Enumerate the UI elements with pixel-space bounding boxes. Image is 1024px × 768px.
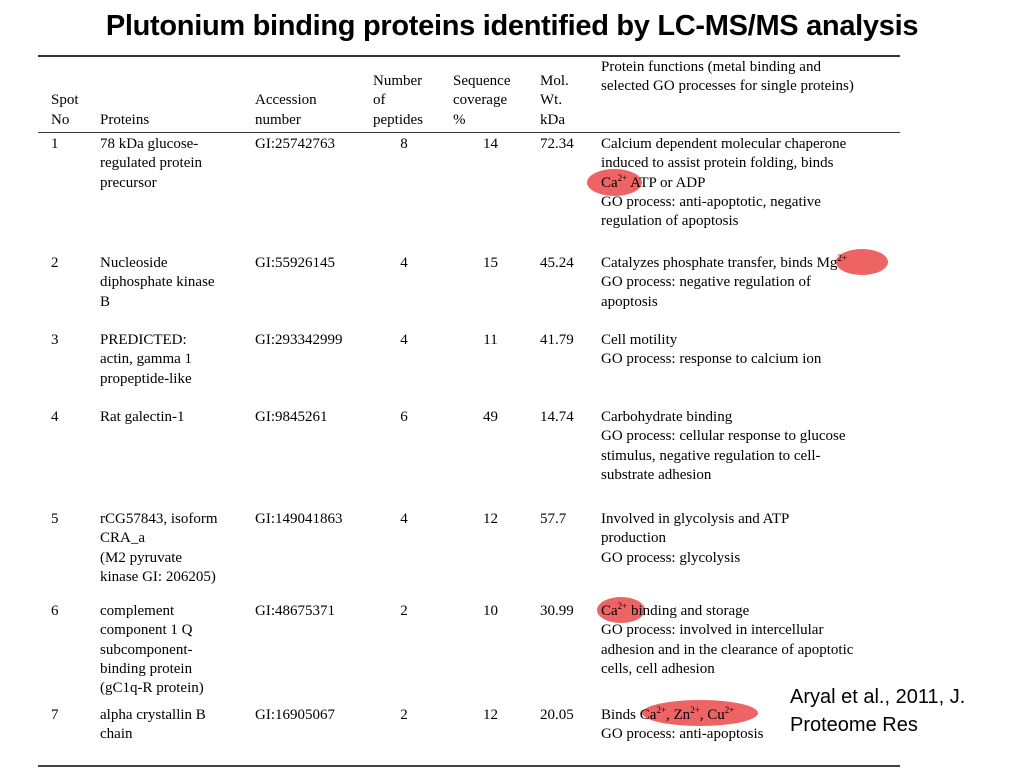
- row-function: $Ca^{2+}$ binding and storage GO process: involved in intercellular adhesion and in the clearance of apoptotic cells, cell adhesion: [601, 601, 854, 677]
- row-function: Cell motility GO process: response to calcium ion: [601, 332, 822, 368]
- row-spot-no: 3: [51, 332, 59, 348]
- row-function: Calcium dependent molecular chaperone induced to assist protein folding, binds $Ca^{2+}$ ATP or ADP GO process: anti-apoptotic, negative regulation of apoptosis: [601, 136, 847, 230]
- row-accession: GI:25742763: [255, 136, 335, 152]
- row-peptides: 2: [400, 707, 408, 723]
- row-protein: 78 kDa glucose- regulated protein precursor: [100, 136, 203, 191]
- row-coverage: 49: [483, 409, 498, 425]
- row-spot-no: 7: [51, 707, 59, 723]
- row-spot-no: 2: [51, 255, 59, 271]
- header-peptides: Number of peptides: [373, 73, 423, 128]
- row-protein: PREDICTED: actin, gamma 1 propeptide-like: [100, 332, 193, 387]
- row-mol-wt: 20.05: [540, 707, 574, 723]
- row-mol-wt: 57.7: [540, 511, 567, 527]
- row-function: Carbohydrate binding GO process: cellular response to glucose stimulus, negative regulation to cell- substrate adhesion: [601, 409, 846, 483]
- row-coverage: 12: [483, 511, 498, 527]
- row-accession: GI:149041863: [255, 511, 343, 527]
- metal-ion: Ca: [601, 603, 618, 619]
- row-protein: Rat galectin-1: [100, 409, 185, 425]
- row-spot-no: 1: [51, 136, 59, 152]
- row-coverage: 12: [483, 707, 498, 723]
- citation: Aryal et al., 2011, J. Proteome Res: [790, 686, 966, 736]
- row-coverage: 11: [483, 332, 498, 348]
- row-coverage: 15: [483, 255, 498, 271]
- row-accession: GI:16905067: [255, 707, 335, 723]
- metal-ion: Zn: [673, 707, 691, 723]
- metal-ion: Mg: [816, 255, 838, 271]
- row-mol-wt: 45.24: [540, 255, 574, 271]
- row-accession: GI:9845261: [255, 409, 328, 425]
- row-accession: GI:293342999: [255, 332, 343, 348]
- metal-ion: Ca: [639, 707, 657, 723]
- row-peptides: 8: [400, 136, 408, 152]
- row-protein: Nucleoside diphosphate kinase B: [100, 255, 215, 310]
- row-function: Involved in glycolysis and ATP production GO process: glycolysis: [601, 511, 790, 566]
- table-top-rule: [38, 55, 900, 57]
- metal-ion: Cu: [707, 707, 725, 723]
- slide-title: Plutonium binding proteins identified by LC-MS/MS analysis: [105, 10, 919, 42]
- header-coverage: Sequence coverage %: [453, 73, 511, 128]
- row-protein: rCG57843, isoform CRA_a (M2 pyruvate kinase GI: 206205): [100, 511, 218, 585]
- row-peptides: 4: [400, 255, 408, 271]
- header-mol-wt: Mol. Wt. kDa: [540, 73, 569, 128]
- table-header-rule: [38, 132, 900, 133]
- row-mol-wt: 14.74: [540, 409, 574, 425]
- row-function: Binds $Ca^{2+}$, $Zn^{2+}$, $Cu^{2+}$ GO process: anti-apoptosis: [601, 705, 764, 743]
- header-functions: Protein functions (metal binding and selected GO processes for single proteins): [601, 59, 854, 95]
- row-coverage: 14: [483, 136, 498, 152]
- table-bottom-rule: [38, 765, 900, 767]
- row-coverage: 10: [483, 603, 498, 619]
- row-spot-no: 5: [51, 511, 59, 527]
- row-mol-wt: 72.34: [540, 136, 574, 152]
- protein-table: [38, 55, 900, 767]
- metal-ion: Ca: [601, 174, 618, 191]
- row-accession: GI:48675371: [255, 603, 335, 619]
- row-accession: GI:55926145: [255, 255, 335, 271]
- row-mol-wt: 41.79: [540, 332, 574, 348]
- row-peptides: 6: [400, 409, 408, 425]
- row-function: Catalyzes phosphate transfer, binds $Mg^{2+}$ GO process: negative regulation of apoptosis: [601, 253, 848, 310]
- header-spot-no: Spot No: [51, 92, 79, 128]
- header-accession: Accession number: [255, 92, 317, 128]
- row-peptides: 4: [400, 511, 408, 527]
- row-peptides: 4: [400, 332, 408, 348]
- row-peptides: 2: [400, 603, 408, 619]
- row-mol-wt: 30.99: [540, 603, 574, 619]
- row-protein: complement component 1 Q subcomponent- binding protein (gC1q-R protein): [100, 603, 204, 697]
- row-protein: alpha crystallin B chain: [100, 707, 206, 743]
- header-proteins: Proteins: [100, 111, 150, 128]
- row-spot-no: 4: [51, 409, 59, 425]
- row-spot-no: 6: [51, 603, 59, 619]
